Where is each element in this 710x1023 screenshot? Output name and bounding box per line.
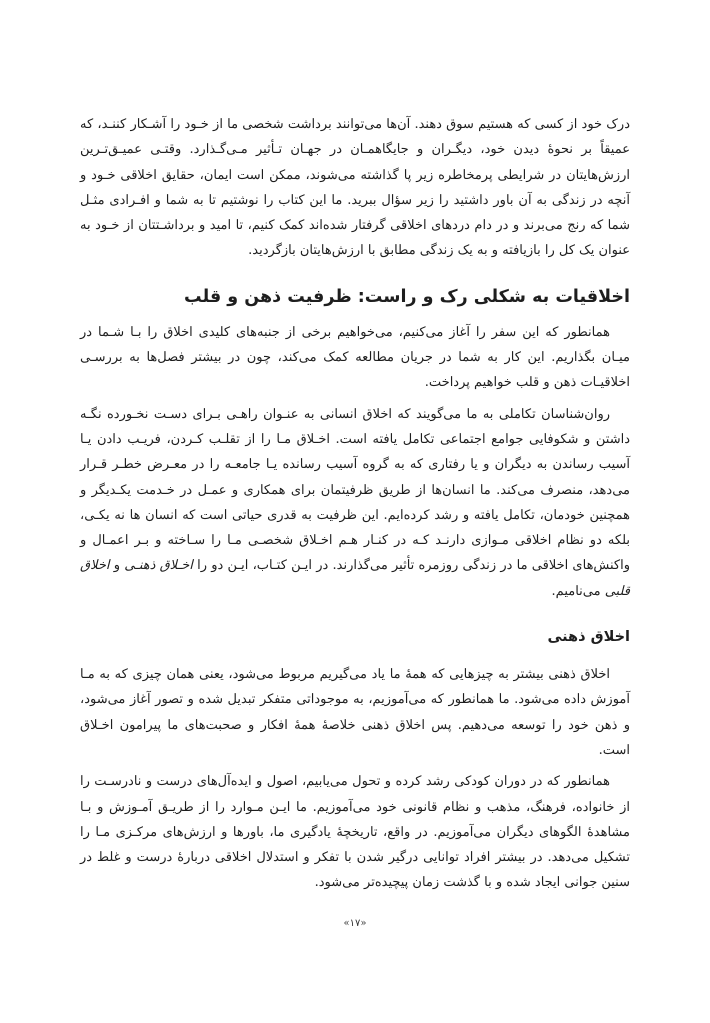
conjunction: و xyxy=(109,558,125,574)
section-paragraph-1: همانطور که این سفر را آغاز می‌کنیم، می‌خواهیم برخی از جنبه‌های کلیدی اخلاق را بـا شـما در میـان بگذاریم. این کار به شما در جریان مطالعه کمک می‌کند، چون در بیشتر فصل‌ها به بررسـی اخلاقیـات ذهن و قلب خواهیم پرداخت. xyxy=(80,324,630,391)
intro-paragraph: درک خود از کسی که هستیم سوق دهند. آن‌ها می‌توانند برداشت شخصی ما از خـود را آشـکار کننـد، که عمیقاً بر نحوهٔ دیدن خود، دیگـران و جایگاهمـان در جهـان تـأثیر مـی‌گـذارد. وقتـی عمیـق‌تـرین ارزش‌هایتان در شرایطی پرمخاطره زیر پا گذاشته می‌شوند، ممکن است ایمان، حقایق اخلاقی خـود و آنچه در زندگی به آن باور داشتید را زیر سؤال ببرید. ما این کتاب را نوشتیم تا به شما و افـرادی مثـل شما که رنج می‌برند و در دام دردهای اخلاقی گرفتار شده‌اند کمک کنیم، تا امید و برداشـتتان از خـود به عنوان یک کل را بازیافته و به یک زندگی مطابق با ارزش‌هایتان بازگردید. xyxy=(80,117,630,259)
subsection-paragraph-1: اخلاق ذهنی بیشتر به چیزهایی که همهٔ ما یاد می‌گیریم مربوط می‌شود، یعنی همان چیزی که به مـا آموزش داده می‌شود. ما همانطور که می‌آموزیم، به موجوداتی متفکر تبدیل شده و تصور آغاز می‌شود، و ذهن خود را توسعه می‌دهیم. پس اخلاق ذهنی خلاصهٔ همهٔ افکار و صحبت‌های ما پیرامون اخـلاق است. xyxy=(80,667,630,758)
section-heading: اخلاقیات به شکلی رک و راست: ظرفیت ذهن و قلب xyxy=(184,286,630,307)
term-mind-ethics: اخـلاق ذهنـی xyxy=(124,558,193,574)
section-paragraph-2-end: می‌نامیم. xyxy=(551,583,605,599)
page-body xyxy=(80,112,630,896)
page-number: «۱۷» xyxy=(343,918,367,929)
section-paragraph-2 xyxy=(80,402,630,604)
subsection-heading: اخلاق ذهنی xyxy=(547,629,630,646)
section-paragraph-2-main: روان‌شناسان تکاملی به ما می‌گویند که اخلاق انسانی به عنـوان راهـی بـرای دسـت نخـورده نگـه داشتن و شکوفایی جوامع اجتماعی تکامل یافته است. اخـلاق مـا را از تقلـب کـردن، فریـب دادن یـا آسیب رساندن به دیگران و یا رفتاری که به گروه آسیب رسانده یـا جامعـه را در معـرض خطـر قـرار می‌دهد، منصرف می‌کند. ما انسان‌ها از طریق ظرفیتمان برای همکاری و عمـل در خـدمت یکـدیگر و همچنین خودمان، تکامل یافته و رشد کرده‌ایم. این ظرفیت به قدری حیاتی است که انسان ها نه یکـی، بلکه دو نظام اخلاقی مـوازی دارنـد کـه در کنـار هـم اخـلاق شخصـی مـا را سـاخته و بـر اعمـال و واکنش‌های اخلاقی ما در زندگی روزمره تأثیر می‌گذارند. در ایـن کتـاب، ایـن دو را xyxy=(80,406,630,574)
subsection-paragraph-2: همانطور که در دوران کودکی رشد کرده و تحول می‌یابیم، اصول و ایده‌آل‌های درست و نادرسـت را از خانواده، فرهنگ، مذهب و نظام قانونی خود می‌آموزیم. ما ایـن مـوارد را از طریـق آمـوزش و بـا مشاهدهٔ الگوهای دیگران می‌آموزیم. در واقع، تاریخچهٔ یادگیری ما، باورها و ارزش‌های مرکـزی مـا را تشکیل می‌دهد. در بیشتر افراد توانایی درگیر شدن با تفکر و استدلال اخلاقی دربارهٔ درست و غلط در سنین جوانی ایجاد شده و با گذشت زمان پیچیده‌تر می‌شود. xyxy=(80,774,630,891)
term-heart-ethics: اخلاق قلبی xyxy=(80,558,630,599)
